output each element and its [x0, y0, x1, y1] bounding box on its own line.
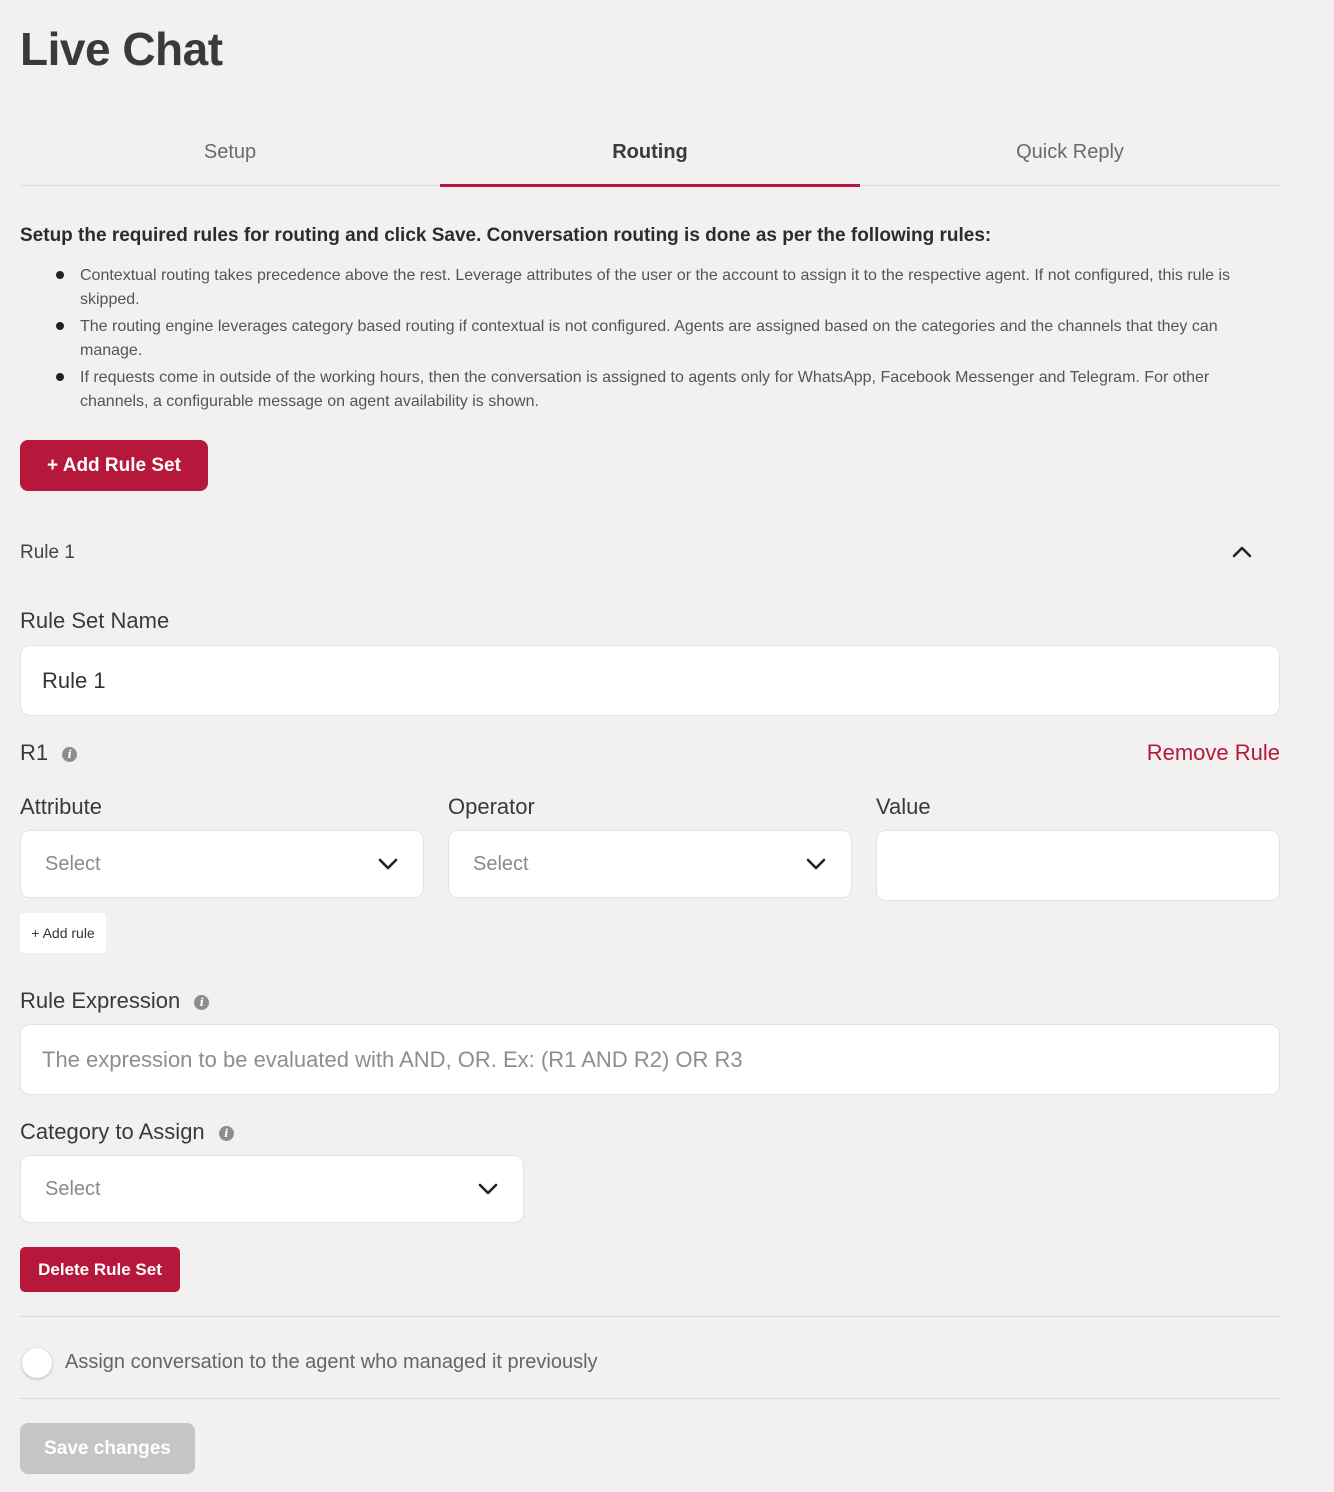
divider [20, 1316, 1280, 1317]
rule-set-header[interactable]: Rule 1 [20, 542, 75, 563]
tab-routing[interactable]: Routing [440, 128, 860, 185]
rule-set-name-input[interactable] [20, 645, 1280, 716]
rule-expression-label [20, 988, 209, 1014]
save-changes-button[interactable]: Save changes [20, 1423, 195, 1474]
category-label-text: Category to Assign [20, 1119, 205, 1144]
routing-intro: Setup the required rules for routing and click Save. Conversation routing is done as per the following rules: [20, 225, 992, 246]
routing-rules-list [80, 264, 1270, 417]
divider [20, 1398, 1280, 1399]
list-item: The routing engine leverages category based routing if contextual is not configured. Agents are assigned based on the categories and the channels that they can manage. [80, 315, 1270, 363]
value-label: Value [876, 794, 931, 819]
rule-expression-input[interactable] [20, 1024, 1280, 1095]
remove-rule-link[interactable]: Remove Rule [1146, 740, 1280, 765]
tab-setup[interactable]: Setup [203, 141, 257, 163]
info-icon[interactable]: i [219, 1126, 234, 1141]
delete-rule-set-button[interactable]: Delete Rule Set [20, 1247, 180, 1292]
list-item: If requests come in outside of the working hours, then the conversation is assigned to agents only for WhatsApp, Facebook Messenger and Telegram. For other channels, a configurable message on agent availability is shown. [80, 366, 1270, 414]
operator-select[interactable] [448, 830, 852, 898]
chevron-down-icon [477, 1182, 499, 1196]
add-rule-set-button[interactable]: + Add Rule Set [20, 440, 208, 491]
info-icon[interactable]: i [194, 995, 209, 1010]
rule-set-name-label: Rule Set Name [20, 608, 170, 633]
value-input[interactable] [876, 830, 1280, 901]
rule-id-label [20, 740, 77, 766]
operator-select-value: Select [473, 852, 529, 875]
add-rule-button[interactable]: + Add rule [20, 913, 106, 953]
attribute-select[interactable] [20, 830, 424, 898]
chevron-down-icon [805, 857, 827, 871]
info-icon[interactable]: i [62, 747, 77, 762]
category-select[interactable] [20, 1155, 524, 1223]
category-label [20, 1119, 234, 1145]
list-item: Contextual routing takes precedence above the rest. Leverage attributes of the user or the account to assign it to the respective agent. If not configured, this rule is skipped. [80, 264, 1270, 312]
page-title: Live Chat [20, 23, 223, 75]
attribute-label: Attribute [20, 794, 102, 819]
rule-id-text: R1 [20, 740, 49, 765]
attribute-select-value: Select [45, 852, 101, 875]
rule-expression-label-text: Rule Expression [20, 988, 181, 1013]
chevron-up-icon[interactable] [1230, 540, 1254, 564]
chevron-down-icon [377, 857, 399, 871]
assign-previous-toggle[interactable] [22, 1348, 52, 1378]
operator-label: Operator [448, 794, 535, 819]
assign-previous-label: Assign conversation to the agent who managed it previously [65, 1351, 598, 1373]
tab-bar [20, 128, 1280, 186]
tab-quick-reply[interactable]: Quick Reply [1016, 141, 1124, 163]
category-select-value: Select [45, 1177, 101, 1200]
